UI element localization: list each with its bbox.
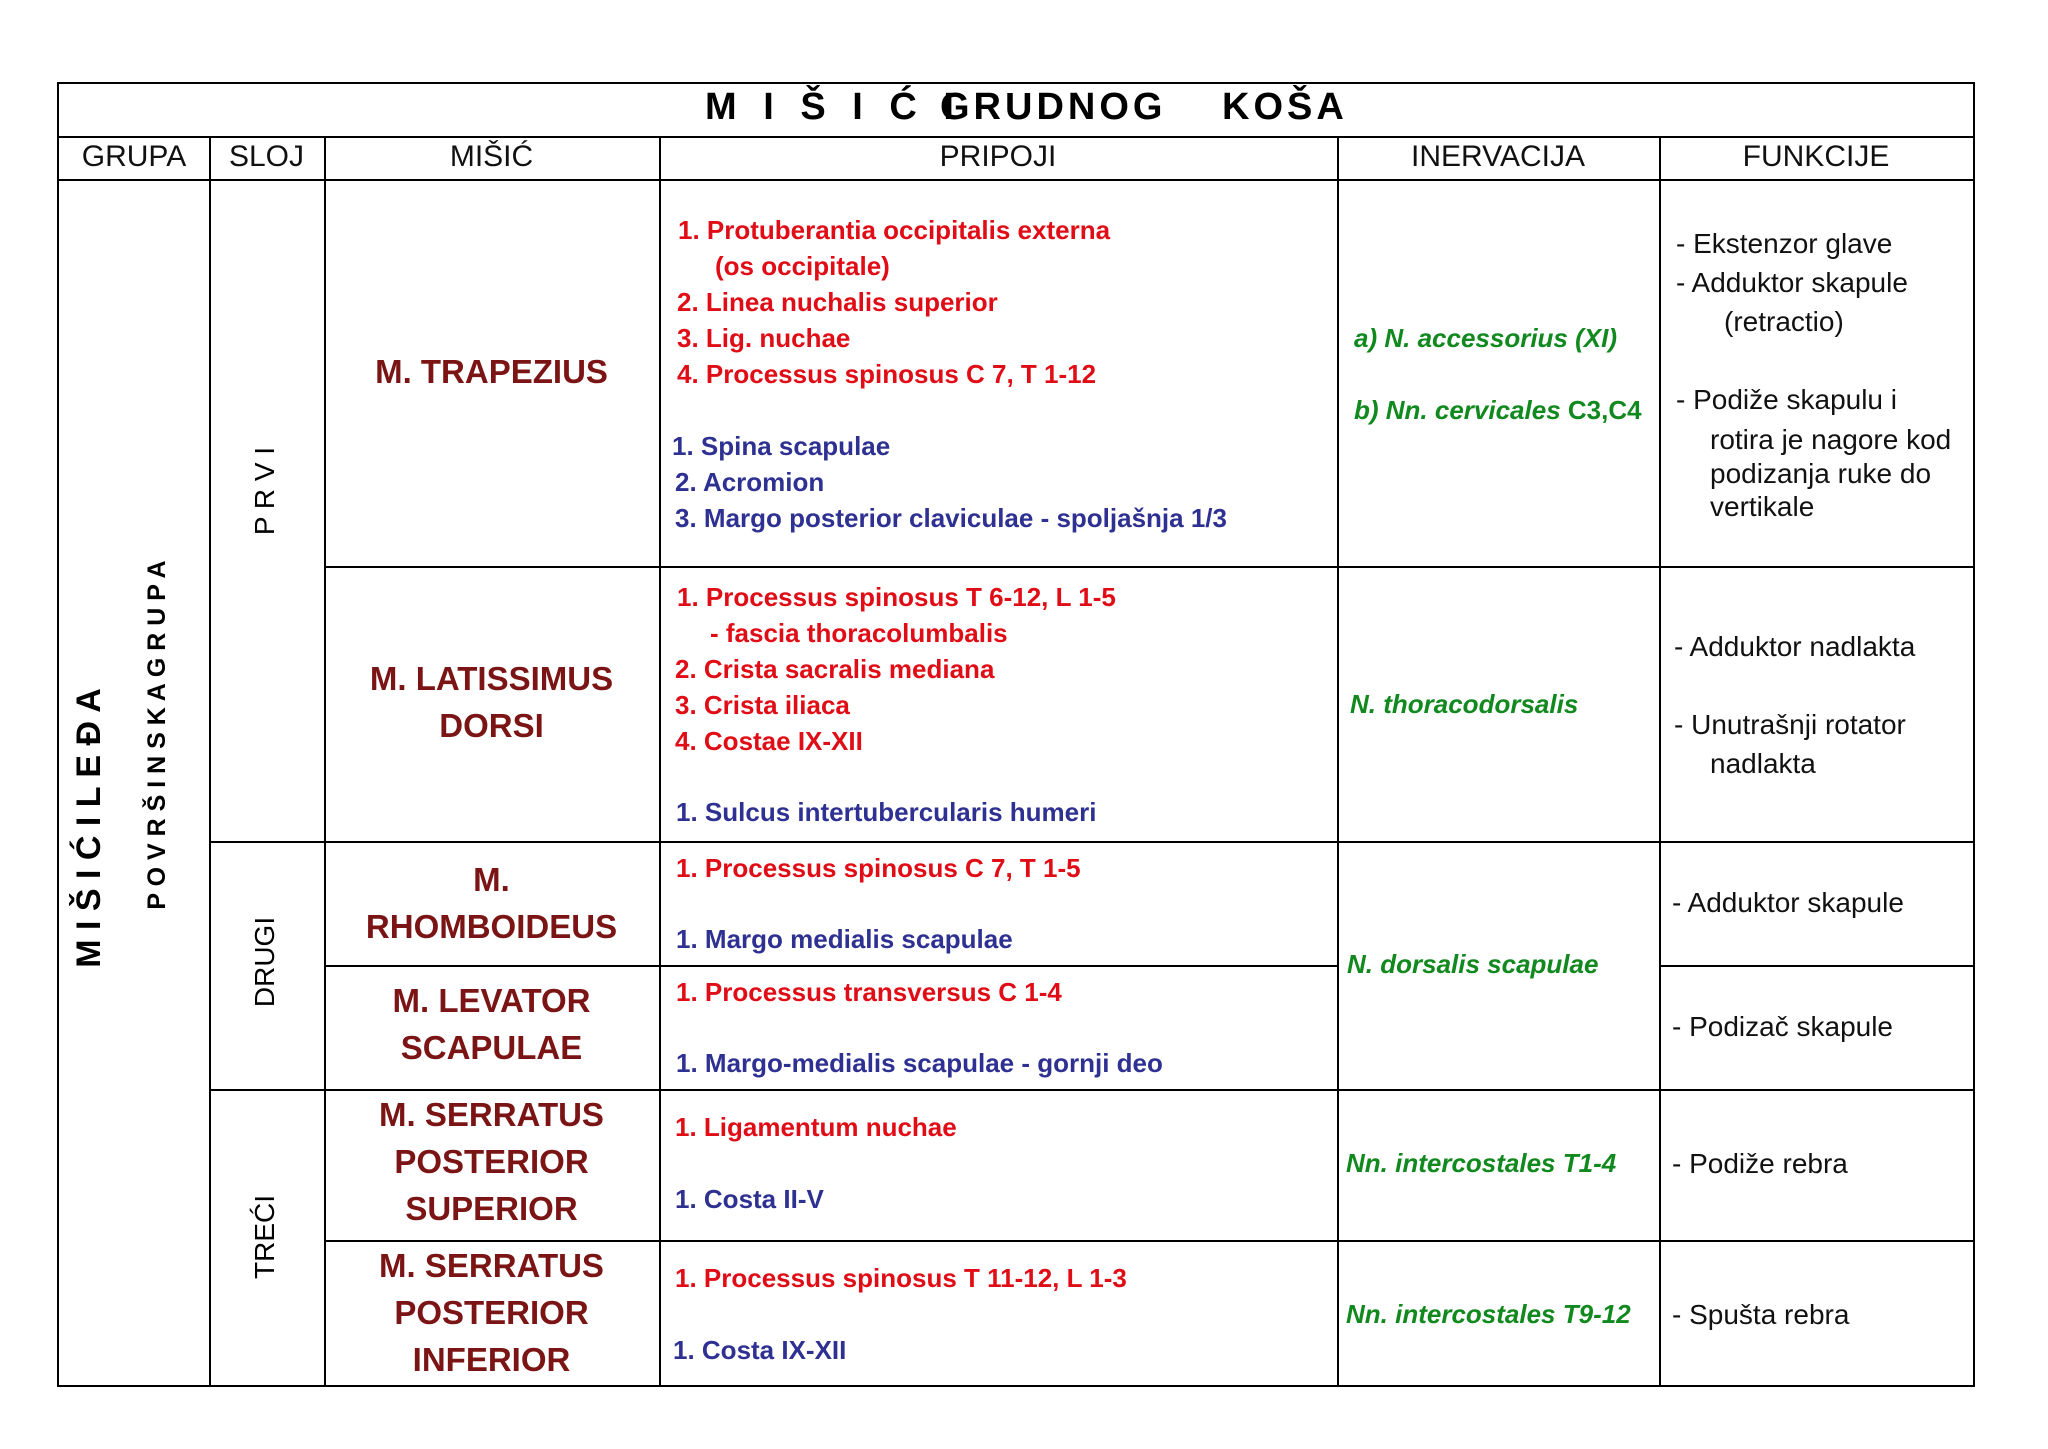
page-title-3 [1222,86,1348,129]
layer-treci-text: TREĆI [249,1195,280,1279]
nerve-text: a) N. accessorius (XI) [1354,323,1617,353]
divider [1659,136,1661,1385]
subgroup-label-text: P O V R Š I N S K A G R U P A [143,560,171,910]
muscle-name [324,1091,659,1232]
origin-line: 2. Linea nuchalis superior [677,287,998,317]
function-line: vertikale [1710,491,1815,522]
layer-prvi-text: P R V I [249,446,280,536]
header-sloj: SLOJ [228,140,305,173]
insertion-line: 1. Sulcus intertubercularis humeri [676,797,1097,827]
muscle-line: M. TRAPEZIUS [375,353,608,390]
divider [1337,136,1339,1385]
origin-line: 2. Crista sacralis mediana [675,654,995,684]
insertion-line: 3. Margo posterior claviculae - spoljašnja 1/3 [675,503,1227,533]
function-line: - Spušta rebra [1672,1299,1850,1330]
divider [59,179,1973,181]
muscle-line: M. LEVATOR [392,982,591,1019]
insertion-line: 2. Acromion [675,467,825,497]
nerve-line [1346,1299,1631,1330]
function-line: - Ekstenzor glave [1676,228,1893,259]
function-line: - Adduktor skapule [1672,887,1904,918]
nerve-line [1354,323,1617,354]
divider [1661,965,1973,967]
muscle-line: SUPERIOR [405,1190,578,1227]
title-word-1: M I Š I Ć I [705,86,962,128]
function-line: nadlakta [1710,748,1816,779]
nerve-line [1346,1148,1616,1179]
layer-drugi [249,902,283,1022]
origin-line: 1. Processus spinosus T 6-12, L 1-5 [677,582,1116,612]
function-line: - Adduktor nadlakta [1674,631,1916,662]
origin-line: 1. Processus spinosus T 11-12, L 1-3 [675,1263,1127,1293]
nerve-text: Nn. intercostales T1-4 [1346,1148,1617,1178]
muscle-name [324,655,659,749]
muscle-name [324,348,659,395]
function-line: - Podizač skapule [1672,1011,1894,1042]
function-line: podizanja ruke do [1710,458,1932,489]
muscle-name [324,856,659,950]
insertion-line: 1. Costa II-V [675,1184,824,1214]
origin-line: (os occipitale) [715,251,890,281]
layer-treci [249,1177,283,1297]
origin-line: - fascia thoracolumbalis [710,618,1008,648]
header-pripoji: PRIPOJI [939,140,1057,173]
function-line: rotira je nagore kod [1710,424,1952,455]
origin-line: 3. Crista iliaca [675,690,850,720]
title-word-2: GRUDNOG [940,86,1167,128]
page-title-2 [940,86,1166,129]
origin-line: 4. Costae IX-XII [675,726,863,756]
muscle-line: SCAPULAE [400,1029,583,1066]
divider [324,965,1339,967]
origin-line: 1. Protuberantia occipitalis externa [678,215,1111,245]
layer-drugi-text: DRUGI [249,916,280,1008]
nerve-text: b) Nn. cervicales [1354,395,1568,425]
muscle-line: M. [473,861,510,898]
divider [59,136,1973,138]
insertion-line: 1. Margo-medialis scapulae - gornji deo [676,1048,1163,1078]
divider [209,841,1973,843]
origin-line: 3. Lig. nuchae [677,323,851,353]
nerve-text: N. thoracodorsalis [1350,689,1579,719]
header-grupa: GRUPA [81,140,187,173]
nerve-line [1350,689,1578,720]
group-label [70,638,110,1018]
subgroup-label [143,550,177,920]
title-word-3: KOŠA [1222,86,1348,128]
muscle-line: M. SERRATUS [379,1247,604,1284]
muscle-line: INFERIOR [412,1341,571,1378]
function-line: - Adduktor skapule [1676,267,1908,298]
origin-line: 1. Ligamentum nuchae [675,1112,957,1142]
nerve-line [1354,395,1642,426]
origin-line: 1. Processus transversus C 1-4 [676,977,1062,1007]
divider [659,136,661,1385]
function-line: - Unutrašnji rotator [1674,709,1906,740]
insertion-line: 1. Costa IX-XII [673,1335,847,1365]
muscle-name [324,1242,659,1383]
muscle-name [324,977,659,1071]
insertion-line: 1. Spina scapulae [672,431,891,461]
divider [324,566,1973,568]
nerve-text: N. dorsalis scapulae [1347,949,1599,979]
muscle-line: DORSI [439,707,544,744]
nerve-text: Nn. intercostales T9-12 [1346,1299,1631,1329]
nerve-suffix: C3,C4 [1567,395,1642,425]
insertion-line: 1. Margo medialis scapulae [676,924,1013,954]
muscle-line: M. LATISSIMUS [369,660,614,697]
origin-line: 1. Processus spinosus C 7, T 1-5 [676,853,1081,883]
page-title [705,86,962,129]
muscle-line: POSTERIOR [394,1143,589,1180]
layer-prvi [249,411,283,571]
muscle-line: M. SERRATUS [379,1096,604,1133]
nerve-line [1347,949,1598,980]
group-label-text: M I Š I Ć I L E Đ A [70,688,108,968]
divider [209,136,211,1385]
header-misic: MIŠIĆ [449,140,534,173]
muscle-line: RHOMBOIDEUS [365,908,618,945]
header-funkcije: FUNKCIJE [1742,140,1890,173]
origin-line: 4. Processus spinosus C 7, T 1-12 [677,359,1097,389]
function-line: - Podiže rebra [1672,1148,1848,1179]
header-inervacija: INERVACIJA [1411,140,1585,173]
muscle-line: POSTERIOR [394,1294,589,1331]
function-line: - Podiže skapulu i [1676,384,1898,415]
function-line: (retractio) [1724,306,1844,337]
